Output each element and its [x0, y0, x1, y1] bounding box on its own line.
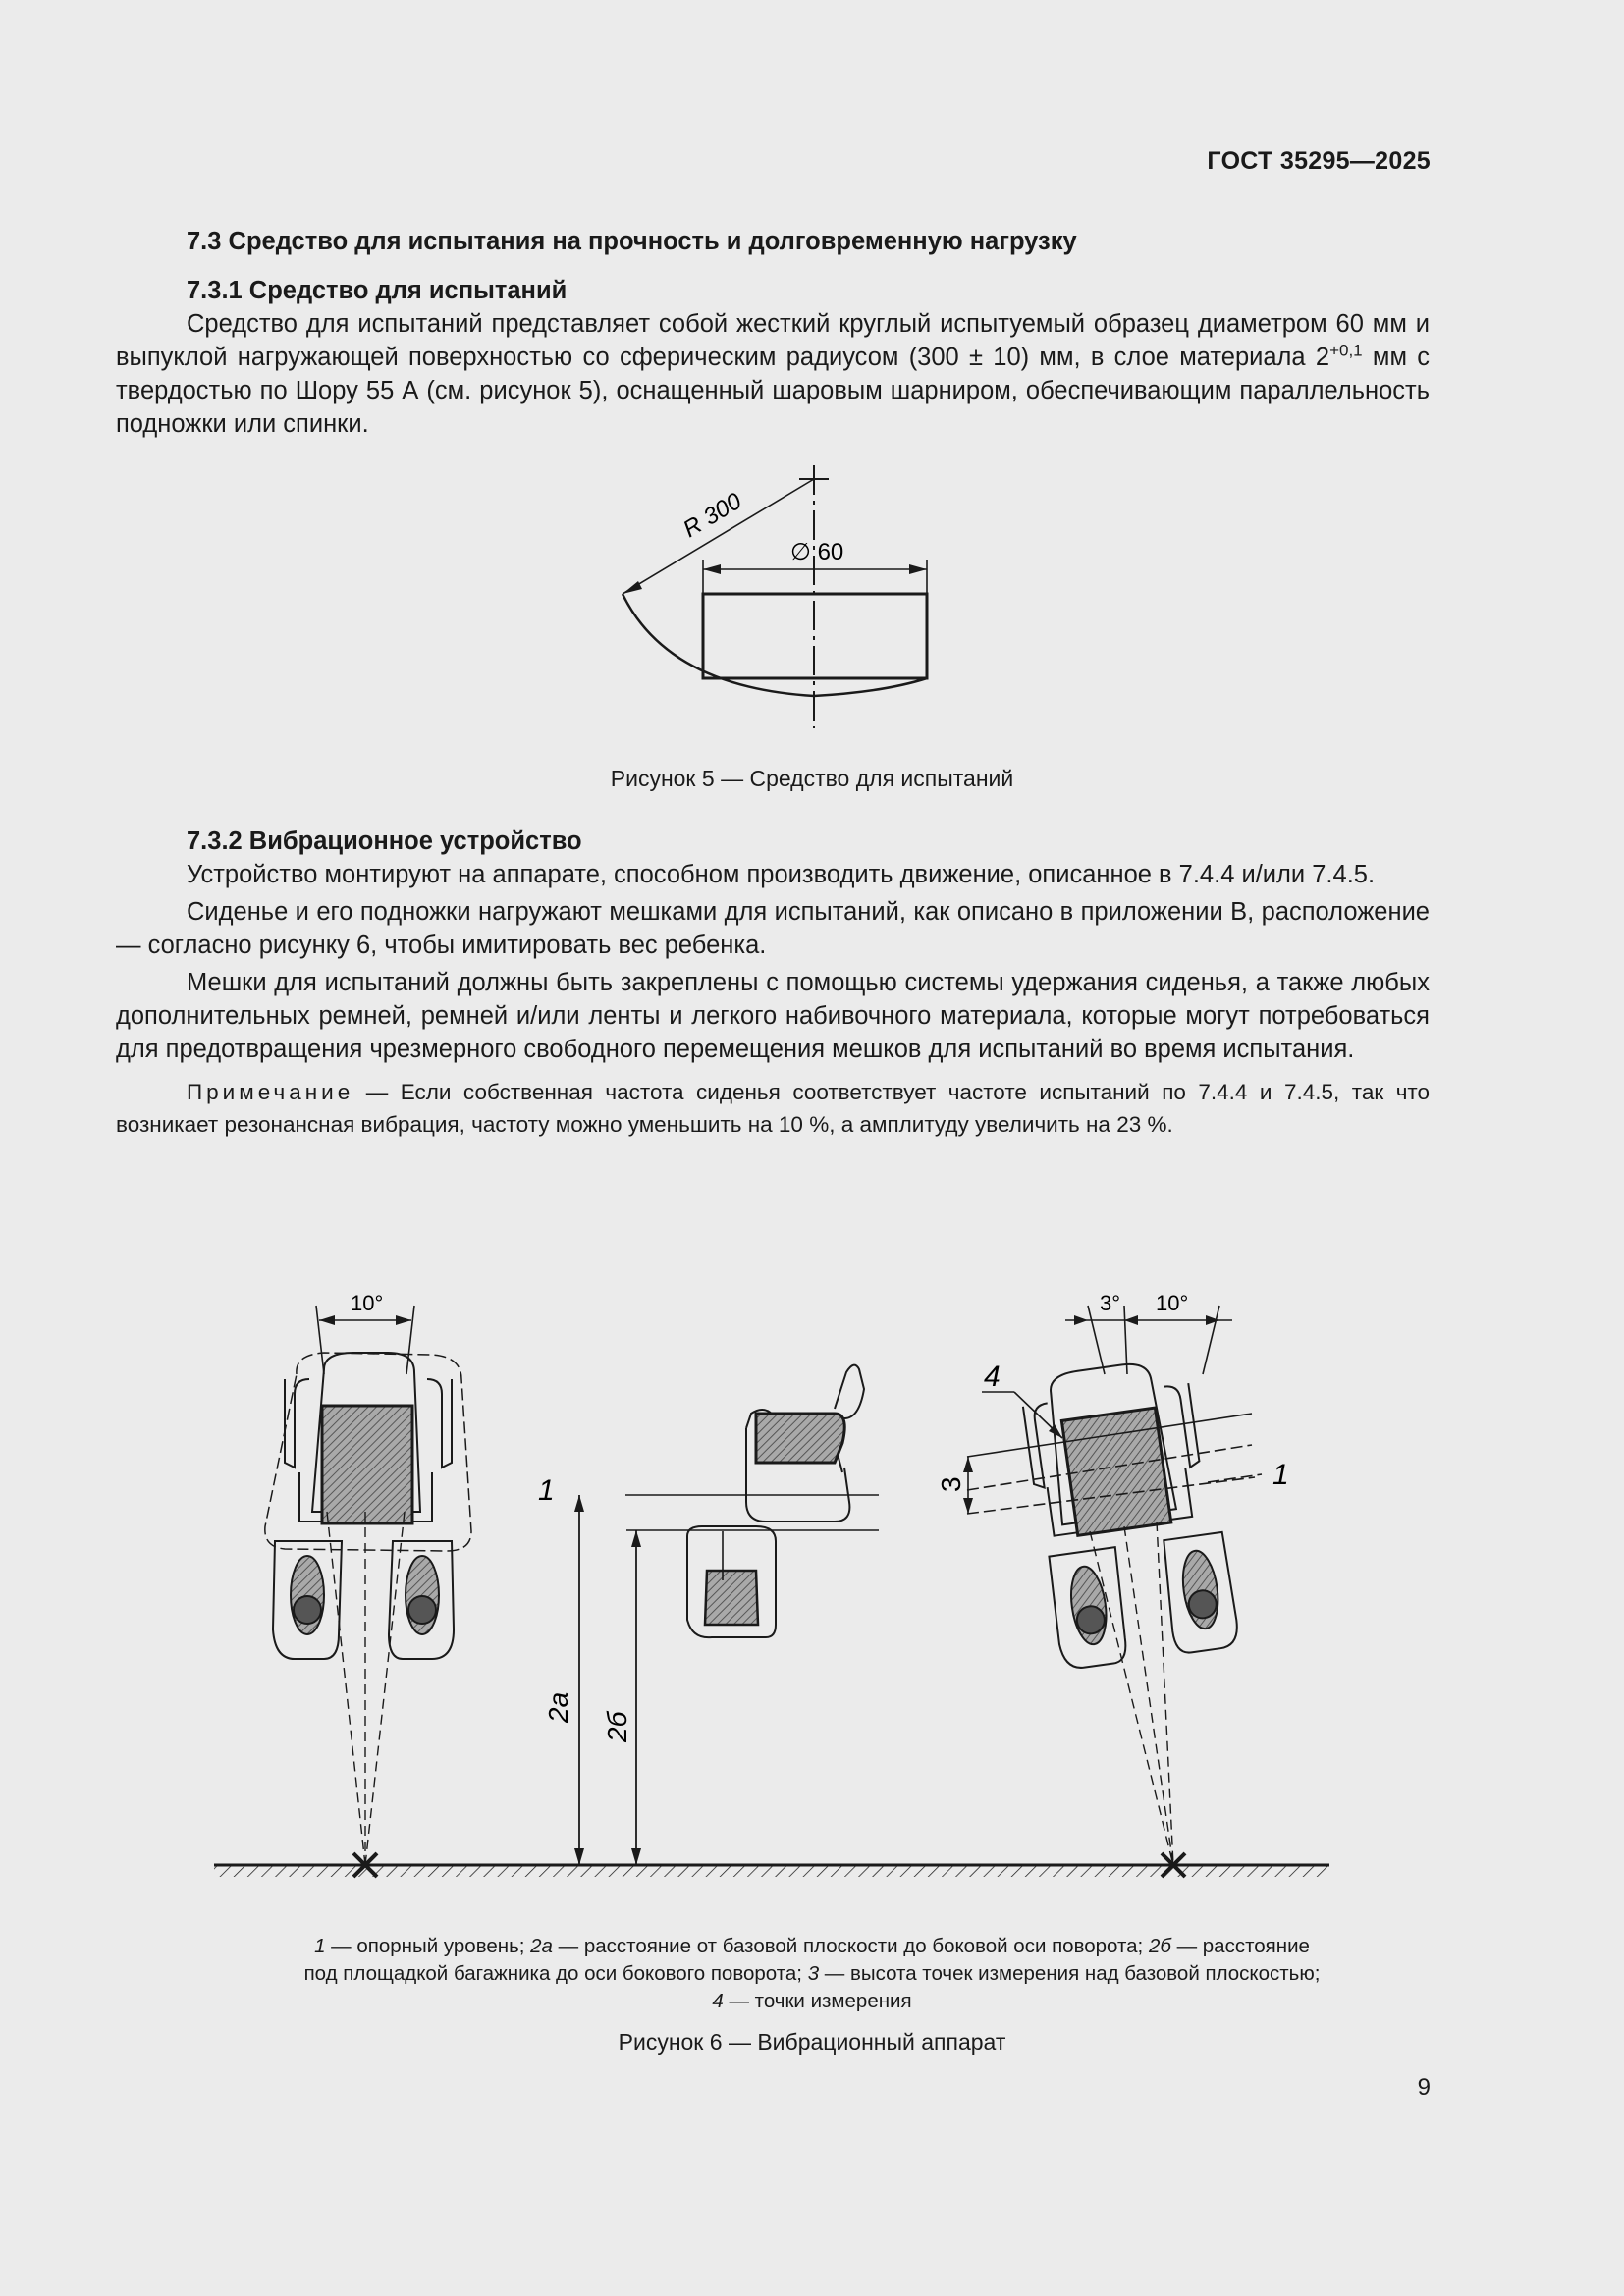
- document-code: ГОСТ 35295—2025: [1207, 147, 1431, 175]
- subsection-heading: 7.3.1 Средство для испытаний: [187, 277, 568, 304]
- figure-6-caption: Рисунок 6 — Вибрационный аппарат: [618, 2029, 1006, 2055]
- section-7-3-1: [116, 274, 1430, 441]
- figure-5-caption: Рисунок 5 — Средство для испытаний: [610, 766, 1014, 791]
- paragraph: Устройство монтируют на аппарате, способном производить движение, описанное в 7.4.4 и/или 7.4.5.: [187, 861, 1376, 888]
- diameter-label: ∅ 60: [790, 539, 844, 565]
- label-3: 3: [936, 1476, 966, 1492]
- paragraph: Средство для испытаний представляет собой жесткий круглый испытуемый образец диаметром 60 мм и выпуклой нагружающей поверхностью со сферическим радиусом (300 ± 10) мм, в слое материала $2^{+0,1}$ мм с твердостью по Шору 55 А (см. рисунок 5), оснащенный шаровым шарниром, обеспечивающим параллельность подножки или спинки.: [116, 310, 1431, 438]
- page-number: 9: [1417, 2074, 1431, 2101]
- angle-right-small-label: 3°: [1100, 1291, 1121, 1315]
- dimension-lines: [574, 1495, 641, 1865]
- radius-label: R 300: [678, 488, 746, 544]
- label-2a: 2а: [543, 1691, 573, 1723]
- angle-left-label: 10°: [351, 1291, 384, 1315]
- angle-right-large-label: 10°: [1156, 1291, 1189, 1315]
- figure-5-drawing: [589, 461, 982, 736]
- label-4: 4: [984, 1361, 1001, 1393]
- legend-line: 4 — точки измерения: [712, 1990, 912, 2012]
- section-7-3-2: [116, 825, 1430, 1141]
- legend-line: под площадкой багажника до оси бокового поворота; 3 — высота точек измерения над базовой плоскостью;: [303, 1962, 1321, 1985]
- section-7-3: [116, 225, 1430, 258]
- paragraph: Мешки для испытаний должны быть закреплены с помощью системы удержания сиденья, а также любых дополнительных ремней, ремней и/или ленты и легкого набивочного материала, которые могут потребоваться для предотвращения чрезмерного свободного перемещения мешков для испытаний во время испытания.: [116, 969, 1430, 1063]
- front-view-seat: [265, 1306, 471, 1877]
- note-label: Примечание: [187, 1080, 354, 1104]
- tilted-front-view-seat: [963, 1306, 1262, 1877]
- figure-6-drawing: [196, 1276, 1355, 1895]
- note-paragraph: Примечание — Если собственная частота сиденья соответствует частоте испытаний по 7.4.4 и 7.4.5, так что возникает резонансная вибрация, частоту можно уменьшить на 10 %, а амплитуду увеличить на 23 %.: [116, 1080, 1430, 1137]
- label-2b: 2б: [602, 1711, 632, 1742]
- label-1-left: 1: [538, 1474, 555, 1507]
- section-heading: 7.3 Средство для испытания на прочность и долговременную нагрузку: [187, 228, 1077, 255]
- paragraph: Сиденье и его подножки нагружают мешками для испытаний, как описано в приложении В, расположение — согласно рисунку 6, чтобы имитировать вес ребенка.: [116, 898, 1430, 959]
- side-view-seat: [625, 1365, 879, 1638]
- subsection-heading: 7.3.2 Вибрационное устройство: [187, 828, 582, 855]
- label-1-right: 1: [1272, 1459, 1289, 1491]
- legend-line: 1 — опорный уровень; 2а — расстояние от базовой плоскости до боковой оси поворота; 2б — расстояние: [314, 1935, 1310, 1957]
- figure-6-legend: [0, 1933, 1624, 2015]
